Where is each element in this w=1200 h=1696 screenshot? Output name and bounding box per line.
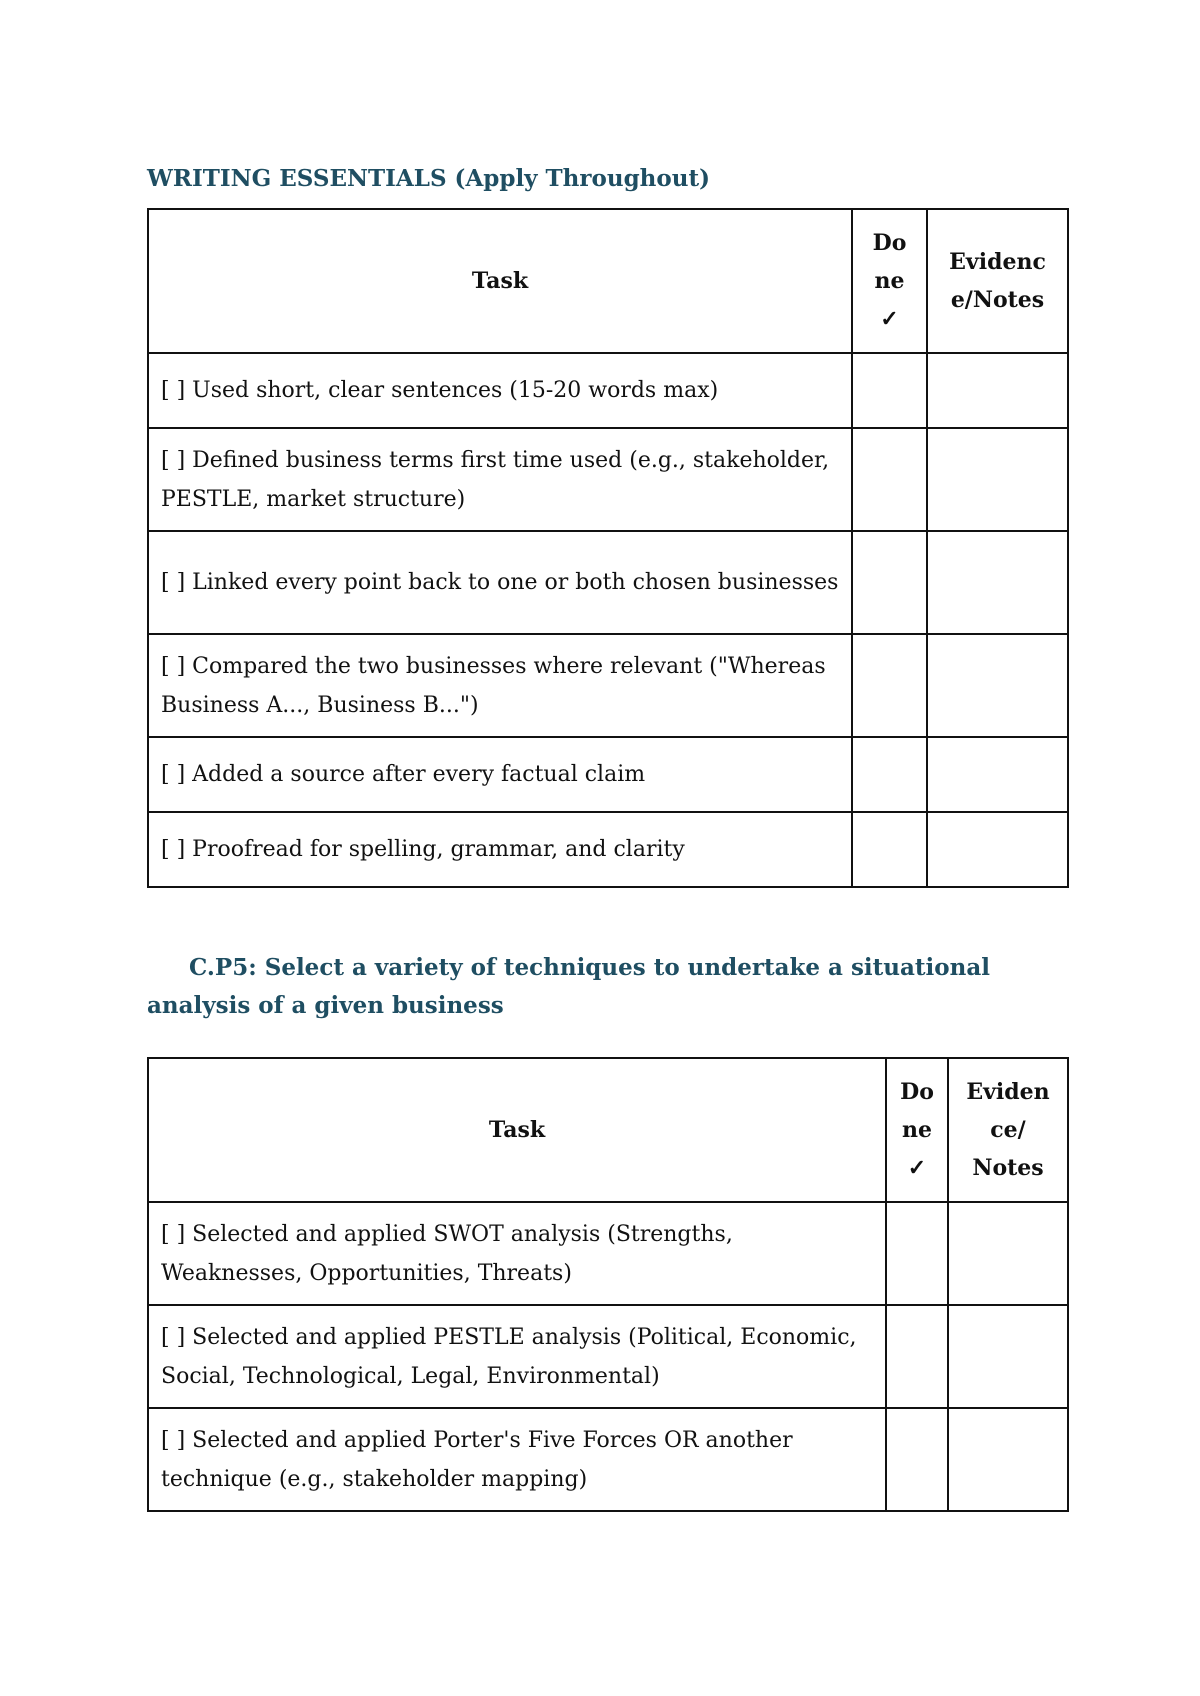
table-header-row bbox=[148, 1058, 1068, 1202]
column-header-evidence-notes: Evidenc e/Notes bbox=[927, 209, 1068, 353]
done-cell[interactable] bbox=[886, 1305, 948, 1408]
task-cell: [ ] Added a source after every factual claim bbox=[148, 737, 852, 812]
task-cell: [ ] Compared the two businesses where relevant ("Whereas Business A..., Business B...") bbox=[148, 634, 852, 737]
notes-cell[interactable] bbox=[948, 1408, 1068, 1511]
table-row bbox=[148, 353, 1068, 428]
done-cell[interactable] bbox=[886, 1202, 948, 1305]
column-header-task: Task bbox=[148, 209, 852, 353]
table-row bbox=[148, 1408, 1068, 1511]
notes-cell[interactable] bbox=[948, 1202, 1068, 1305]
column-header-task: Task bbox=[148, 1058, 886, 1202]
task-cell: [ ] Selected and applied SWOT analysis (Strengths, Weaknesses, Opportunities, Threats) bbox=[148, 1202, 886, 1305]
done-cell[interactable] bbox=[852, 737, 927, 812]
notes-cell[interactable] bbox=[927, 428, 1068, 531]
section-heading-writing-essentials: WRITING ESSENTIALS (Apply Throughout) bbox=[147, 165, 710, 192]
task-cell: [ ] Linked every point back to one or both chosen businesses bbox=[148, 531, 852, 634]
column-header-evidence-notes: Eviden ce/ Notes bbox=[948, 1058, 1068, 1202]
notes-cell[interactable] bbox=[927, 737, 1068, 812]
task-cell: [ ] Proofread for spelling, grammar, and clarity bbox=[148, 812, 852, 887]
done-cell[interactable] bbox=[852, 634, 927, 737]
notes-cell[interactable] bbox=[948, 1305, 1068, 1408]
table-row bbox=[148, 634, 1068, 737]
notes-cell[interactable] bbox=[927, 634, 1068, 737]
task-cell: [ ] Selected and applied PESTLE analysis (Political, Economic, Social, Technological, Legal, Environmental) bbox=[148, 1305, 886, 1408]
done-cell[interactable] bbox=[886, 1408, 948, 1511]
table-row bbox=[148, 531, 1068, 634]
task-cell: [ ] Defined business terms first time used (e.g., stakeholder, PESTLE, market structure) bbox=[148, 428, 852, 531]
writing-essentials-table bbox=[147, 208, 1069, 888]
notes-cell[interactable] bbox=[927, 353, 1068, 428]
done-cell[interactable] bbox=[852, 428, 927, 531]
table-header-row bbox=[148, 209, 1068, 353]
section-heading-cp5: C.P5: Select a variety of techniques to undertake a situational analysis of a given business bbox=[147, 954, 990, 1019]
table-row bbox=[148, 1305, 1068, 1408]
table-row bbox=[148, 1202, 1068, 1305]
done-cell[interactable] bbox=[852, 531, 927, 634]
table-row bbox=[148, 737, 1068, 812]
notes-cell[interactable] bbox=[927, 531, 1068, 634]
column-header-done: Do ne ✓ bbox=[852, 209, 927, 353]
column-header-done: Do ne ✓ bbox=[886, 1058, 948, 1202]
notes-cell[interactable] bbox=[927, 812, 1068, 887]
table-row bbox=[148, 812, 1068, 887]
table-row bbox=[148, 428, 1068, 531]
task-cell: [ ] Used short, clear sentences (15-20 words max) bbox=[148, 353, 852, 428]
done-cell[interactable] bbox=[852, 812, 927, 887]
done-cell[interactable] bbox=[852, 353, 927, 428]
task-cell: [ ] Selected and applied Porter's Five Forces OR another technique (e.g., stakeholder mapping) bbox=[148, 1408, 886, 1511]
cp5-table bbox=[147, 1057, 1069, 1512]
